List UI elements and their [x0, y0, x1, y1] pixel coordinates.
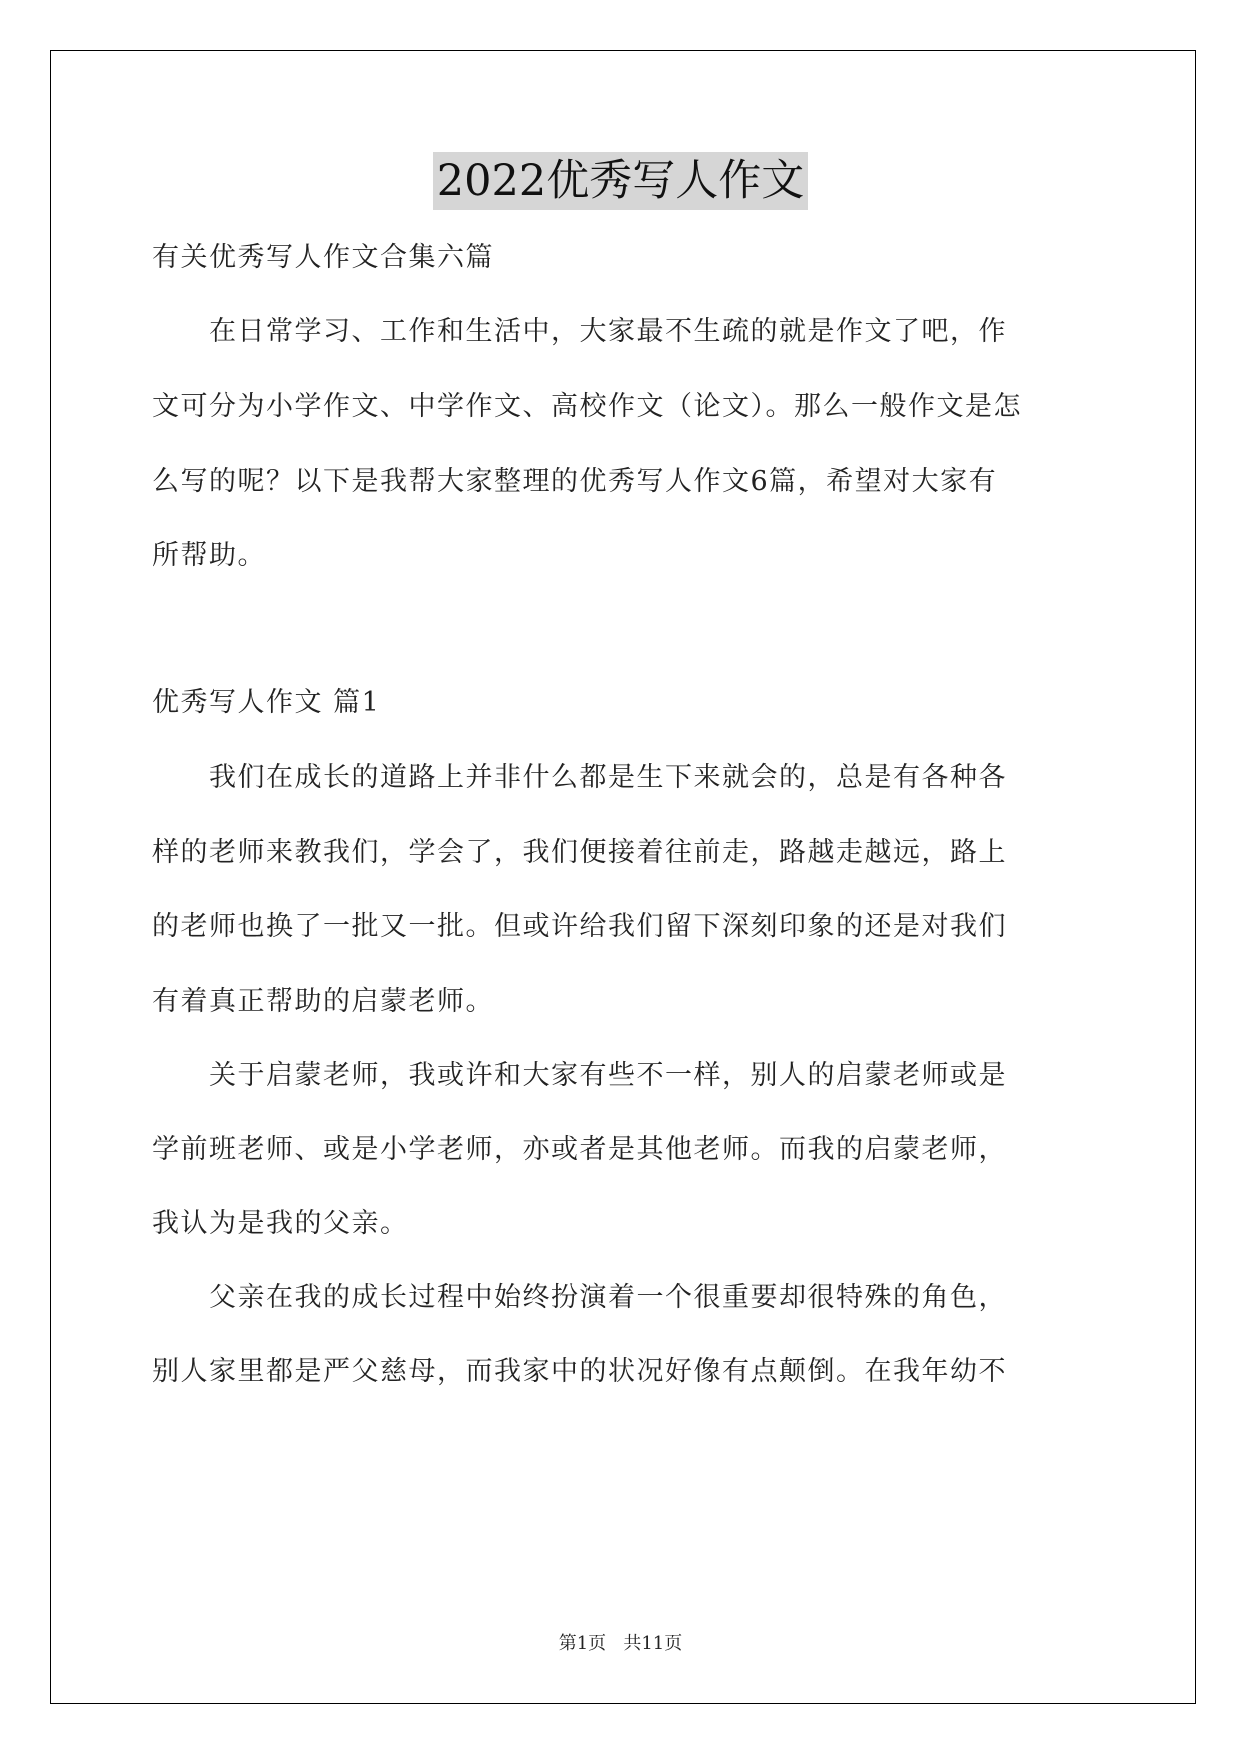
document-title: 2022优秀写人作文: [433, 152, 808, 210]
page-border: [50, 50, 1196, 1704]
intro-line: 在日常学习、工作和生活中，大家最不生疏的就是作文了吧，作: [152, 316, 1007, 347]
body-line: 我认为是我的父亲。: [152, 1208, 409, 1239]
body-line: 我们在成长的道路上并非什么都是生下来就会的，总是有各种各: [152, 762, 1007, 793]
title-container: [0, 152, 1241, 210]
document-subtitle: 有关优秀写人作文合集六篇: [152, 242, 494, 273]
intro-line: 文可分为小学作文、中学作文、高校作文（论文）。那么一般作文是怎: [152, 391, 1022, 422]
body-line: 父亲在我的成长过程中始终扮演着一个很重要却很特殊的角色，: [152, 1282, 1007, 1313]
intro-line: 么写的呢？以下是我帮大家整理的优秀写人作文6篇，希望对大家有: [152, 466, 998, 497]
page-footer: 第1页 共11页: [558, 1633, 683, 1654]
intro-line: 所帮助。: [152, 540, 266, 571]
body-line: 样的老师来教我们，学会了，我们便接着往前走，路越走越远，路上: [152, 837, 1007, 868]
body-line: 有着真正帮助的启蒙老师。: [152, 986, 494, 1017]
section-heading: 优秀写人作文 篇1: [152, 687, 381, 718]
body-line: 的老师也换了一批又一批。但或许给我们留下深刻印象的还是对我们: [152, 911, 1007, 942]
body-line: 别人家里都是严父慈母，而我家中的状况好像有点颠倒。在我年幼不: [152, 1356, 1007, 1387]
body-line: 学前班老师、或是小学老师，亦或者是其他老师。而我的启蒙老师，: [152, 1134, 1007, 1165]
body-line: 关于启蒙老师，我或许和大家有些不一样，别人的启蒙老师或是: [152, 1060, 1007, 1091]
